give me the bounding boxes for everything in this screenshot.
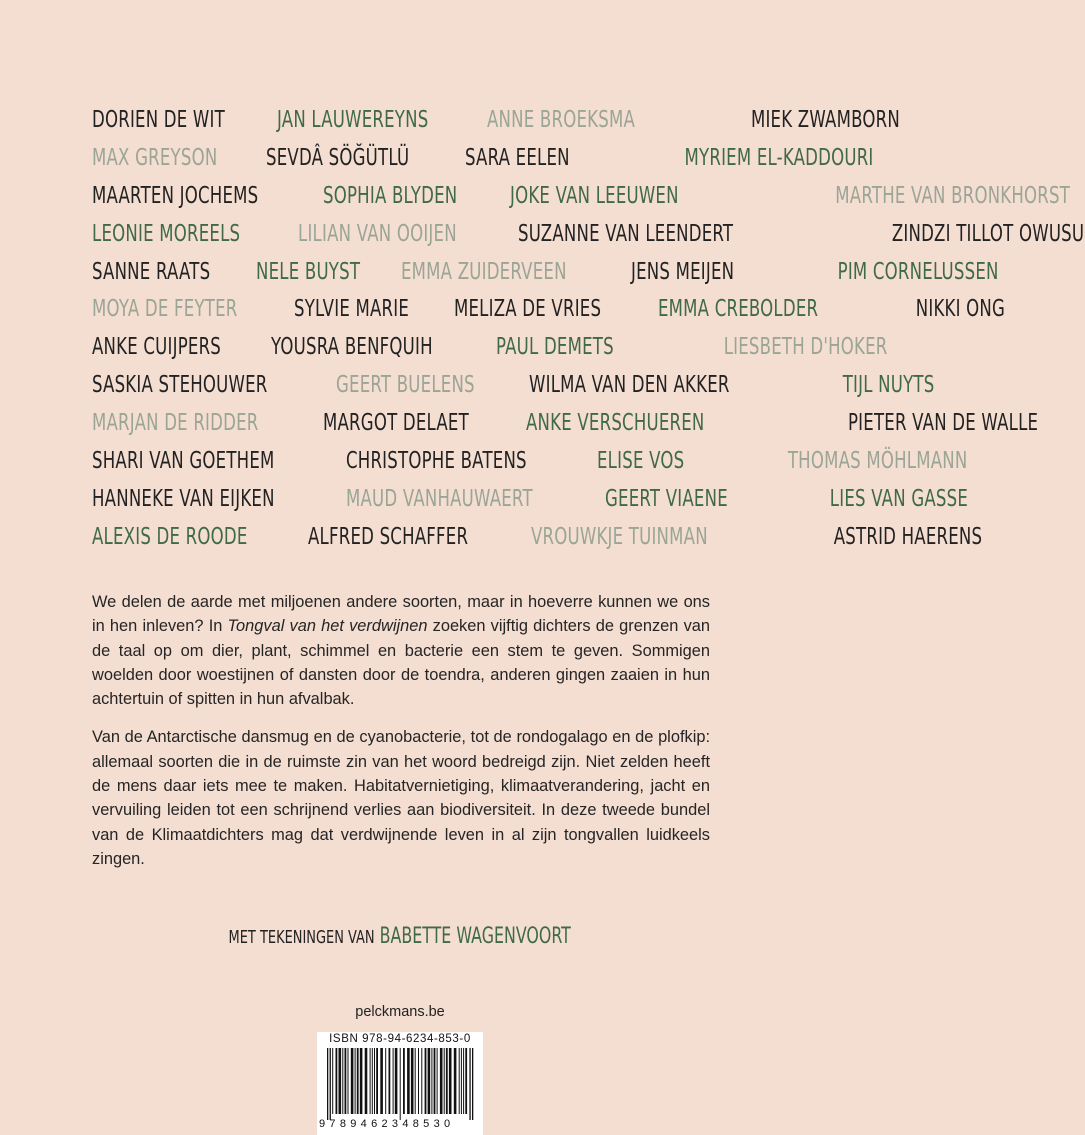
barcode-bar — [425, 1048, 427, 1114]
poet-name: THOMAS MÖHLMANN — [787, 448, 968, 475]
barcode-bar — [469, 1048, 470, 1120]
barcode-bar — [332, 1048, 333, 1114]
barcode-bar — [446, 1048, 448, 1114]
back-cover-blurb — [92, 590, 710, 885]
poet-name: LILIAN VAN OOIJEN — [297, 220, 457, 247]
name-row — [92, 140, 874, 178]
poet-names-list — [92, 102, 1085, 557]
poet-name: MARTHE VAN BRONKHORST — [835, 182, 1071, 209]
barcode-bar — [434, 1048, 436, 1114]
barcode-bar — [380, 1048, 383, 1114]
poet-name: GEERT BUELENS — [335, 372, 475, 399]
name-row — [92, 178, 1071, 216]
name-row — [92, 102, 900, 140]
poet-name: ELISE VOS — [596, 448, 684, 475]
barcode-bar — [365, 1048, 368, 1114]
poet-name: SUZANNE VAN LEENDERT — [518, 220, 734, 247]
poet-name: SASKIA STEHOUWER — [92, 372, 268, 399]
barcode-bar — [357, 1048, 359, 1114]
barcode-bar — [339, 1048, 342, 1114]
poet-name: LIESBETH D'HOKER — [723, 334, 888, 361]
barcode-bar — [437, 1048, 438, 1114]
barcode-bar — [372, 1048, 373, 1114]
name-row — [92, 254, 999, 292]
name-row — [92, 519, 983, 557]
poet-name: ALEXIS DE ROODE — [92, 523, 248, 550]
barcode-bar — [336, 1048, 338, 1114]
poet-name: MYRIEM EL-KADDOURI — [684, 144, 874, 171]
poet-name: JENS MEIJEN — [631, 258, 735, 285]
barcode-bar — [428, 1048, 431, 1114]
barcode-bar — [407, 1048, 410, 1114]
poet-name: MARJAN DE RIDDER — [92, 410, 259, 437]
barcode-bar — [472, 1048, 473, 1120]
barcode-bar — [403, 1048, 405, 1114]
poet-name: ANKE CUIJPERS — [92, 334, 222, 361]
poet-name: HANNEKE VAN EIJKEN — [92, 485, 275, 512]
barcode-bar — [385, 1048, 386, 1114]
poet-name: NIKKI ONG — [915, 296, 1006, 323]
barcode-bar — [389, 1048, 391, 1114]
poet-name: EMMA CREBOLDER — [658, 296, 819, 323]
poet-name: MAARTEN JOCHEMS — [92, 182, 259, 209]
poet-name: SYLVIE MARIE — [294, 296, 410, 323]
poet-name: YOUSRA BENFQUIH — [271, 334, 433, 361]
poet-name: PIETER VAN DE WALLE — [847, 410, 1039, 437]
poet-name: WILMA VAN DEN AKKER — [528, 372, 730, 399]
poet-name: MARGOT DELAET — [323, 410, 470, 437]
poet-name: JOKE VAN LEEUWEN — [509, 182, 679, 209]
poet-name: EMMA ZUIDERVEEN — [401, 258, 567, 285]
barcode-bar — [376, 1048, 378, 1114]
poet-name: SANNE RAATS — [92, 258, 211, 285]
barcode-bar — [461, 1048, 462, 1114]
poet-name: NELE BUYST — [256, 258, 361, 285]
illustrator-credit — [0, 924, 800, 949]
barcode-bar — [374, 1048, 375, 1114]
poet-name: ANNE BROEKSMA — [487, 107, 636, 133]
barcode-digits: 9789462348530 — [319, 1118, 455, 1130]
barcode-bar — [411, 1048, 414, 1114]
poet-name: PIM CORNELUSSEN — [837, 258, 999, 285]
poet-name: MIEK ZWAMBORN — [750, 107, 900, 133]
barcode-bar — [431, 1048, 432, 1114]
barcode-bar — [454, 1048, 457, 1114]
poet-name: MAX GREYSON — [92, 144, 218, 171]
poet-name: LIES VAN GASSE — [829, 485, 968, 512]
barcode-bar — [342, 1048, 343, 1114]
poet-name: ZINDZI TILLOT OWUSU — [892, 220, 1085, 247]
barcode-bar — [395, 1048, 398, 1114]
barcode-bar — [415, 1048, 416, 1114]
poet-name: TIJL NUYTS — [842, 372, 935, 399]
name-row — [92, 367, 935, 405]
barcode-bar — [463, 1048, 464, 1114]
barcode-bar — [351, 1048, 354, 1114]
name-row — [92, 481, 968, 519]
isbn-barcode — [317, 1032, 483, 1135]
illustrator-name: BABETTE WAGENVOORT — [379, 924, 572, 949]
poet-name: DORIEN DE WIT — [92, 107, 225, 133]
blurb-paragraph-2: Van de Antarctische dansmug en de cyanobacterie, tot de rondogalago en de plofkip: allemaal soorten die in de ruimste zin van het woord bedreigd zijn. Niet zelden heeft de mens daar iets mee te maken. Habitatvernietiging, klimaatverandering, jacht en vervuiling leiden tot een schrijnend verlies aan biodiversiteit. In deze tweede bundel van de Klimaatdichters mag dat verdwijnende leven in al zijn tongvallen luidkeels zingen. — [92, 728, 710, 868]
poet-name: ASTRID HAERENS — [833, 523, 983, 550]
poet-name: PAUL DEMETS — [495, 334, 614, 361]
barcode-bar — [348, 1048, 349, 1114]
barcode-bar — [444, 1048, 445, 1114]
blurb-paragraph-1 — [92, 590, 710, 711]
barcode-bar — [360, 1048, 363, 1114]
poet-name: MOYA DE FEYTER — [92, 296, 238, 323]
barcode-bar — [345, 1048, 347, 1114]
poet-name: ALFRED SCHAFFER — [308, 523, 469, 550]
poet-name: GEERT VIAENE — [605, 485, 729, 512]
barcode-bar — [370, 1048, 371, 1114]
poet-name: SEVDÂ SÖĞÜTLÜ — [266, 144, 410, 171]
poet-name: LEONIE MOREELS — [92, 220, 241, 247]
barcode-bar — [327, 1048, 328, 1120]
blurb-text: zoeken vijftig dichters de grenzen van de taal op om dier, plant, schimmel en bacterie een stem te geven. Sommigen woelden door woestijnen of dansten door de toendra, anderen gingen zaaien in hun achtertuin of spitten in hun afvalbak. — [92, 617, 710, 709]
book-title-italic: Tongval van het verdwijnen — [227, 617, 428, 636]
barcode-bar — [449, 1048, 452, 1114]
barcode-bars — [317, 1048, 483, 1120]
blurb-text: We delen de aarde met miljoenen andere soorten, maar in hoeverre kunnen we ons in hen inleven? In — [92, 593, 710, 636]
poet-name: JAN LAUWEREYNS — [276, 107, 429, 133]
name-row — [92, 216, 1085, 254]
name-row — [92, 291, 1006, 329]
barcode-bar — [465, 1048, 467, 1114]
illustrator-prefix: MET TEKENINGEN VAN — [228, 927, 375, 948]
poet-name: MAUD VANHAUWAERT — [345, 485, 533, 512]
poet-name: SARA EELEN — [465, 144, 571, 171]
poet-name: CHRISTOPHE BATENS — [345, 448, 527, 475]
barcode-bar — [393, 1048, 394, 1114]
barcode-bar — [418, 1048, 419, 1114]
poet-name: SHARI VAN GOETHEM — [92, 448, 275, 475]
name-row — [92, 329, 888, 367]
poet-name: MELIZA DE VRIES — [453, 296, 602, 323]
barcode-bar — [330, 1048, 331, 1120]
poet-name: VROUWKJE TUINMAN — [530, 523, 708, 550]
barcode-bar — [459, 1048, 460, 1114]
barcode-bar — [440, 1048, 443, 1114]
poet-name: ANKE VERSCHUEREN — [525, 410, 705, 437]
barcode-bar — [400, 1048, 401, 1120]
barcode-bar — [355, 1048, 356, 1114]
name-row — [92, 405, 1039, 443]
barcode-bar — [421, 1048, 422, 1114]
name-row — [92, 443, 968, 481]
publisher-website: pelckmans.be — [355, 1004, 445, 1020]
isbn-label: ISBN 978-94-6234-853-0 — [329, 1033, 471, 1045]
poet-name: SOPHIA BLYDEN — [323, 182, 458, 209]
